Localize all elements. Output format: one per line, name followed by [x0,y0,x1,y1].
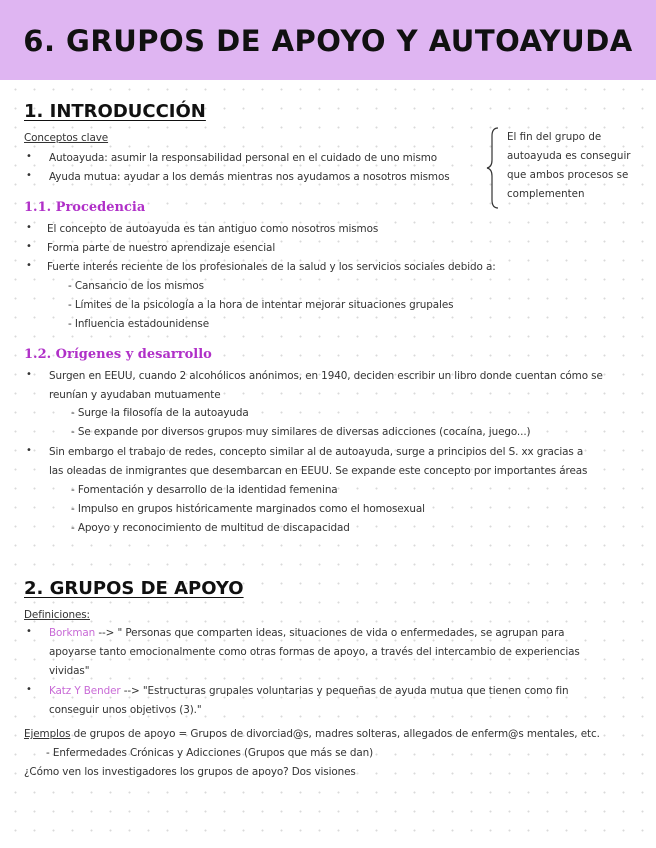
sub-list-item: - Fomentación y desarrollo de la identidad femenina [71,484,338,496]
subsection-1-2-heading: 1.2. Orígenes y desarrollo [24,347,212,362]
bullet-icon: • [26,626,32,637]
section-1-heading: 1. INTRODUCCIÓN [24,101,206,122]
list-item: Surgen en EEUU, cuando 2 alcohólicos anónimos, en 1940, deciden escribir un libro donde cuentan cómo se [49,370,603,382]
definition-author: Katz Y Bender [49,685,121,697]
arrow-text: --> [95,627,118,639]
definition-text: " Personas que comparten ideas, situaciones de vida o enfermedades, se agrupan para [117,627,565,639]
sub-list-item: - Se expande por diversos grupos muy similares de diversas adicciones (cocaína, juego...) [71,426,531,438]
sub-list-item: - Impulso en grupos históricamente marginados como el homosexual [71,503,425,515]
definition-author: Borkman [49,627,96,639]
arrow-text: --> [120,685,143,697]
side-note-line: complementen [507,188,585,200]
page-title: 6. GRUPOS DE APOYO Y AUTOAYUDA [23,24,633,58]
examples-text: de grupos de apoyo = Grupos de divorciad@s, madres solteras, allegados de enferm@s mentales, etc. [70,728,600,740]
definition-katz-bender [49,685,569,697]
examples-line [24,728,600,740]
curly-brace-icon [486,126,502,210]
bullet-icon: • [26,222,32,233]
bullet-icon: • [26,369,32,380]
bullet-icon: • [26,445,32,456]
bullet-icon: • [26,170,32,181]
bullet-icon: • [26,684,32,695]
side-note-line: que ambos procesos se [507,169,629,181]
subsection-1-1-heading: 1.1. Procedencia [24,200,146,215]
side-note-line: autoayuda es conseguir [507,150,631,162]
list-item: Forma parte de nuestro aprendizaje esencial [47,242,276,254]
list-item: El concepto de autoayuda es tan antiguo como nosotros mismos [47,223,379,235]
title-banner [0,0,656,80]
definitions-label: Definiciones: [24,609,90,621]
concept-item: Autoayuda: asumir la responsabilidad personal en el cuidado de uno mismo [49,152,438,164]
sub-list-item: - Límites de la psicología a la hora de intentar mejorar situaciones grupales [68,299,454,311]
list-item: Fuerte interés reciente de los profesionales de la salud y los servicios sociales debido a: [47,261,496,273]
side-note-line: El fin del grupo de [507,131,602,143]
section-2-heading: 2. GRUPOS DE APOYO [24,578,244,599]
sub-list-item: - Influencia estadounidense [68,318,210,330]
definition-continuation: apoyarse tanto emocionalmente como otras formas de apoyo, a través del intercambio de experiencias [49,646,580,658]
sub-list-item: - Surge la filosofía de la autoayuda [71,407,249,419]
sub-list-item: - Apoyo y reconocimiento de multitud de discapacidad [71,522,350,534]
bullet-icon: • [26,260,32,271]
concept-item: Ayuda mutua: ayudar a los demás mientras nos ayudamos a nosotros mismos [49,171,450,183]
examples-sub-item: - Enfermedades Crónicas y Adicciones (Grupos que más se dan) [46,747,374,759]
bullet-icon: • [26,151,32,162]
examples-label: Ejemplos [24,728,71,740]
definition-borkman [49,627,564,639]
concepts-label: Conceptos clave [24,132,109,144]
bullet-icon: • [26,241,32,252]
definition-continuation: conseguir unos objetivos (3)." [49,704,202,716]
question-text: ¿Cómo ven los investigadores los grupos de apoyo? Dos visiones [24,766,356,778]
definition-continuation: vividas" [49,665,90,677]
list-item-continuation: reunían y ayudaban mutuamente [49,389,221,401]
list-item: Sin embargo el trabajo de redes, concepto similar al de autoayuda, surge a principios del S. xx gracias a [49,446,584,458]
sub-list-item: - Cansancio de los mismos [68,280,204,292]
definition-text: "Estructuras grupales voluntarias y pequeñas de ayuda mutua que tienen como fin [142,685,569,697]
list-item-continuation: las oleadas de inmigrantes que desembarcan en EEUU. Se expande este concepto por importantes áreas [49,465,588,477]
side-note [507,128,647,204]
